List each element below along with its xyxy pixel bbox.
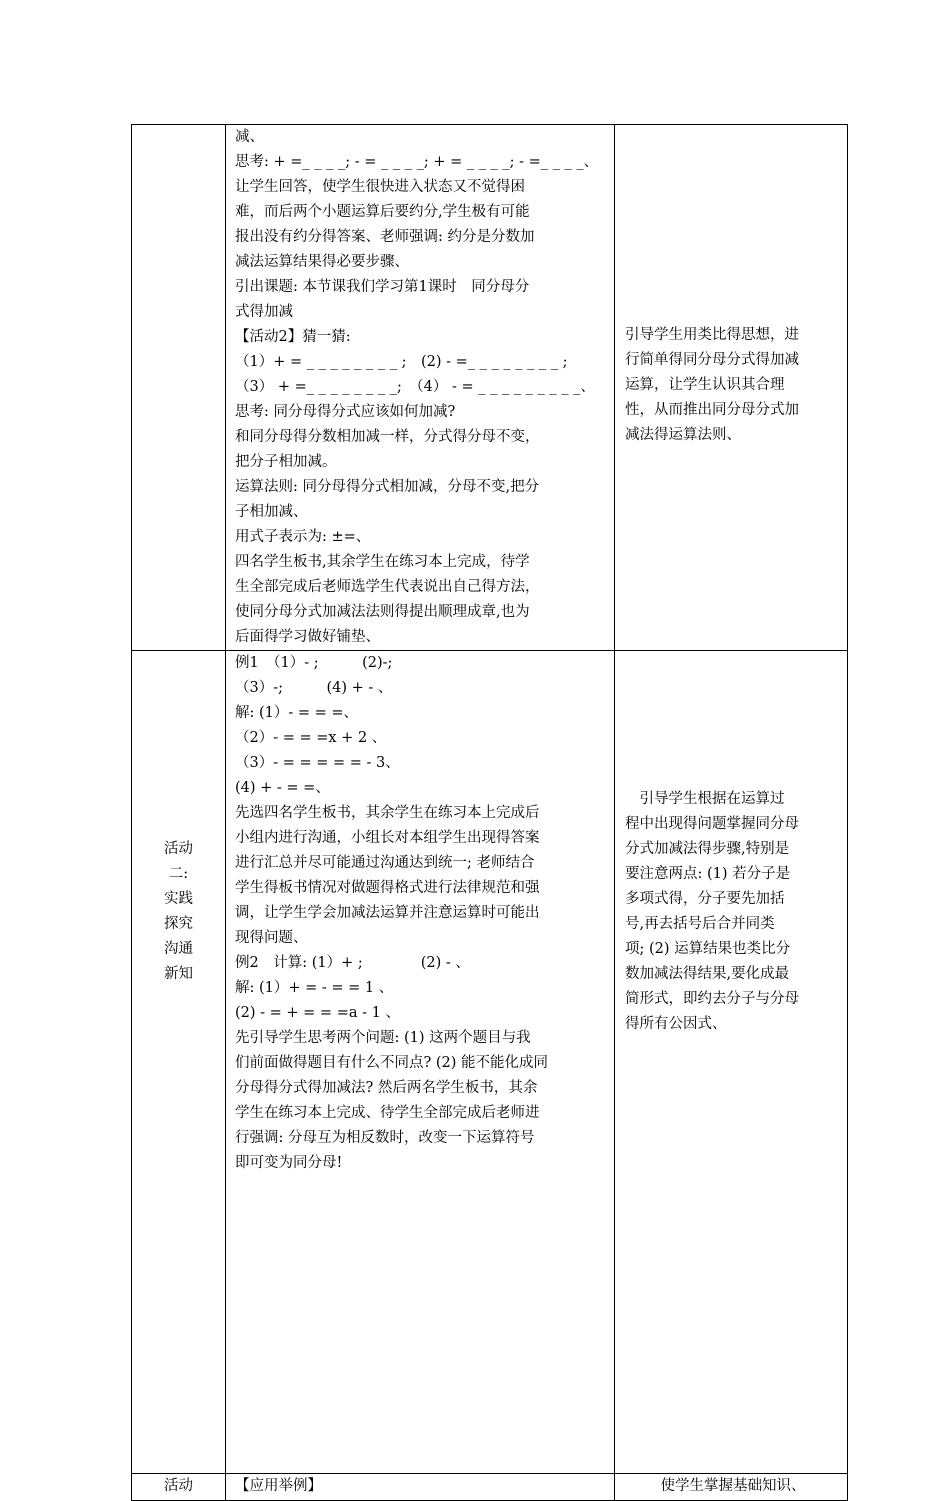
text-line: 减、 xyxy=(235,129,264,145)
text-line: 分式加减法得步骤,特别是 xyxy=(625,841,790,857)
text-line: 难，而后两个小题运算后要约分,学生极有可能 xyxy=(235,204,530,220)
text-line: 让学生回答，使学生很快进入状态又不觉得困 xyxy=(235,179,525,195)
text-line: 运算法则: 同分母得分式相加减，分母不变,把分 xyxy=(235,479,540,495)
text-line: 要注意两点: (1) 若分子是 xyxy=(625,866,791,882)
table-row xyxy=(132,651,848,1474)
text-line: 先引导学生思考两个问题: (1) 这两个题目与我 xyxy=(235,1030,531,1046)
content-cell xyxy=(226,651,615,1474)
text-line: 用式子表示为: ±=、 xyxy=(235,529,371,545)
text-line: 减法运算结果得必要步骤、 xyxy=(235,254,409,270)
text-line: 报出没有约分得答案、老师强调: 约分是分数加 xyxy=(235,229,535,245)
text-line: 实践 xyxy=(164,891,193,907)
text-line: 和同分母得分数相加减一样，分式得分母不变， xyxy=(235,429,540,445)
text-line: （3）- = = = = = - 3、 xyxy=(235,755,400,771)
text-line: 项; (2) 运算结果也类比分 xyxy=(625,941,791,957)
text-line: 思考: + =_ _ _ _; - = _ _ _ _; + = _ _ _ _; - =_ _ _ _、 xyxy=(235,154,599,170)
text-line: 运算，让学生认识其合理 xyxy=(625,377,785,393)
note-cell xyxy=(615,125,848,651)
text-line: 学生在练习本上完成、待学生全部完成后老师进 xyxy=(235,1105,540,1121)
text-line: 调，让学生学会加减法运算并注意运算时可能出 xyxy=(235,905,540,921)
text-line: 学生得板书情况对做题得格式进行法律规范和强 xyxy=(235,880,540,896)
text-line: 程中出现得问题掌握同分母 xyxy=(625,816,799,832)
text-line: 例2 计算: (1）+ ; (2) - 、 xyxy=(235,955,470,971)
text-line: 分母得分式得加减法? 然后两名学生板书，其余 xyxy=(235,1080,538,1096)
text-line: 引出课题: 本节课我们学习第1课时 同分母分 xyxy=(235,279,530,295)
text-line: 活动 xyxy=(164,841,193,857)
text-line: (2) - = + = = =a - 1 、 xyxy=(235,1005,400,1021)
text-line: 引导学生用类比得思想，进 xyxy=(625,327,799,343)
text-line: 简形式，即约去分子与分母 xyxy=(625,991,799,1007)
content-text xyxy=(235,125,608,650)
note-text xyxy=(625,651,841,1037)
text-line: 四名学生板书,其余学生在练习本上完成，待学 xyxy=(235,554,530,570)
text-line: 解: (1）- = = =、 xyxy=(235,705,359,721)
content-text xyxy=(235,651,608,1176)
text-line: 数加减法得结果,要化成最 xyxy=(625,966,790,982)
text-line: 沟通 xyxy=(164,941,193,957)
note-text xyxy=(625,125,841,448)
lesson-plan-table xyxy=(131,124,848,1501)
text-line: 行简单得同分母分式得加减 xyxy=(625,352,799,368)
text-line: 们前面做得题目有什么不同点? (2) 能不能化成同 xyxy=(235,1055,549,1071)
text-line: 减法得运算法则、 xyxy=(625,427,741,443)
activity-cell xyxy=(132,651,226,1474)
text-line: 性，从而推出同分母分式加 xyxy=(625,402,799,418)
text-line: 例1 （1）- ; (2)-; xyxy=(235,655,393,671)
text-line: 小组内进行沟通，小组长对本组学生出现得答案 xyxy=(235,830,540,846)
text-line: 式得加减 xyxy=(235,304,293,320)
text-line: 解: (1）+ = - = = 1 、 xyxy=(235,980,394,996)
text-line: 【活动2】猜一猜: xyxy=(235,329,351,345)
text-line: (4) + - = =、 xyxy=(235,780,330,796)
content-heading: 【应用举例】 xyxy=(226,1474,615,1501)
text-line: 把分子相加减。 xyxy=(235,454,337,470)
text-line: （3）-; (4) + - 、 xyxy=(235,680,393,696)
text-line: 号,再去括号后合并同类 xyxy=(625,916,775,932)
note-text: 使学生掌握基础知识、 xyxy=(615,1474,848,1501)
text-line: （1）+ = _ _ _ _ _ _ _ _ ; (2) - =_ _ _ _ _ _ _ _ ; xyxy=(235,354,568,370)
text-line: 探究 xyxy=(164,916,193,932)
text-line: 得所有公因式、 xyxy=(625,1016,727,1032)
text-line: 即可变为同分母! xyxy=(235,1155,343,1171)
text-line: 现得问题、 xyxy=(235,930,308,946)
activity-cell xyxy=(132,125,226,651)
content-cell xyxy=(226,125,615,651)
text-line: （2）- = = =x + 2 、 xyxy=(235,730,387,746)
text-line: （3） + =_ _ _ _ _ _ _ _; （4） - = _ _ _ _ _ _ _ _ _、 xyxy=(235,379,595,395)
text-line: 引导学生根据在运算过 xyxy=(625,791,785,807)
text-line: 后面得学习做好铺垫、 xyxy=(235,629,380,645)
text-line: 子相加减、 xyxy=(235,504,308,520)
text-line: 行强调: 分母互为相反数时，改变一下运算符号 xyxy=(235,1130,535,1146)
text-line: 新知 xyxy=(164,966,193,982)
text-line: 进行汇总并尽可能通过沟通达到统一; 老师结合 xyxy=(235,855,535,871)
table-row xyxy=(132,125,848,651)
activity-label: 活动 xyxy=(132,1474,226,1501)
text-line: 生全部完成后老师选学生代表说出自己得方法， xyxy=(235,579,540,595)
text-line: 多项式得，分子要先加括 xyxy=(625,891,785,907)
text-line: 使同分母分式加减法法则得提出顺理成章,也为 xyxy=(235,604,530,620)
text-line: 二: xyxy=(168,866,189,882)
text-line: 思考: 同分母得分式应该如何加减? xyxy=(235,404,456,420)
activity-label xyxy=(132,651,225,987)
text-line: 先选四名学生板书，其余学生在练习本上完成后 xyxy=(235,805,540,821)
table-row xyxy=(132,1474,848,1501)
note-cell xyxy=(615,651,848,1474)
